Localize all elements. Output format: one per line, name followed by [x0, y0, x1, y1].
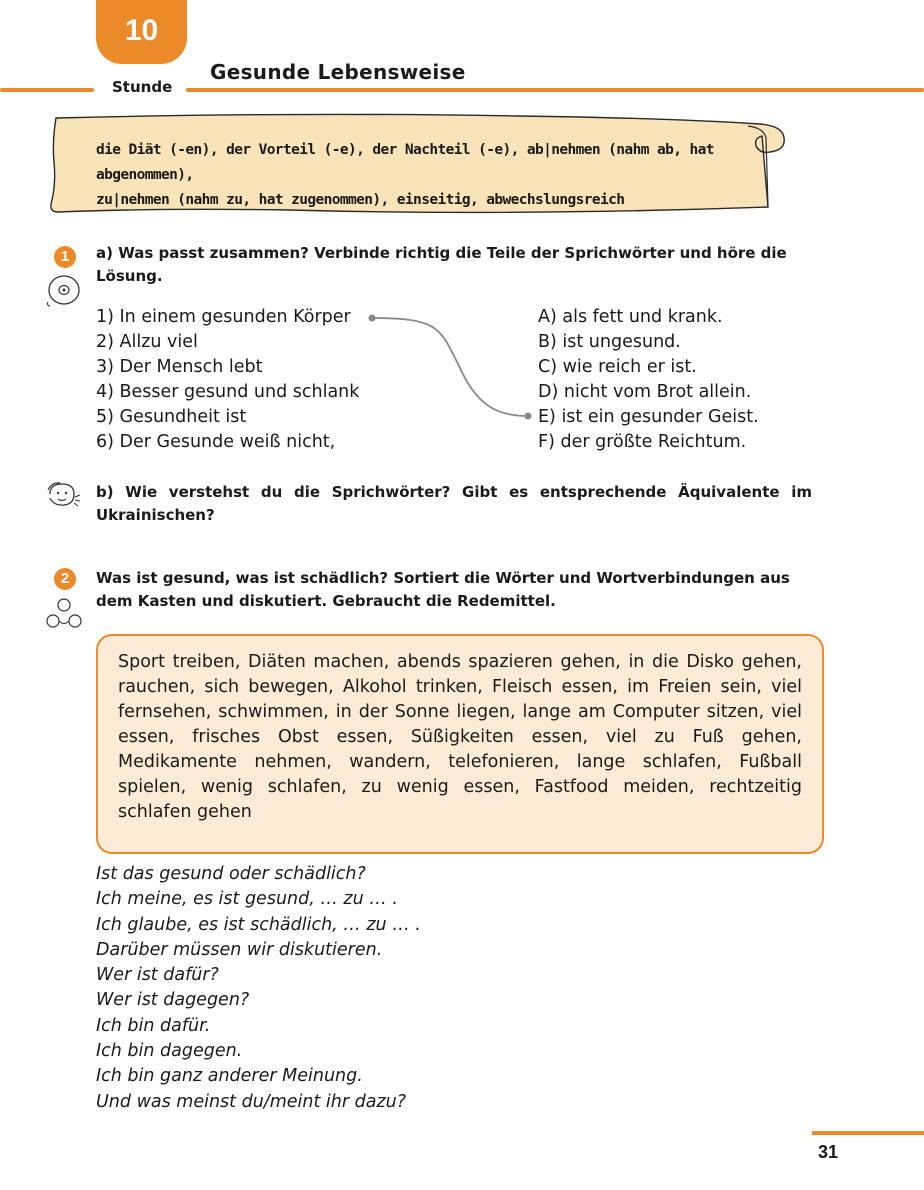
vocabulary-line-2: zu|nehmen (nahm zu, hat zugenommen), einseitig, abwechslungsreich — [96, 192, 625, 208]
proverb-right-a[interactable]: A) als fett und krank. — [538, 307, 723, 327]
phrase-8: Ich bin dagegen. — [96, 1041, 243, 1062]
proverb-left-1[interactable]: 1) In einem gesunden Körper — [96, 307, 351, 327]
proverb-left-2[interactable]: 2) Allzu viel — [96, 332, 198, 352]
phrase-2: Ich meine, es ist gesund, … zu … . — [96, 889, 398, 910]
proverb-left-6[interactable]: 6) Der Gesunde weiß nicht, — [96, 432, 336, 452]
phrase-3: Ich glaube, es ist schädlich, … zu … . — [96, 914, 421, 935]
lesson-label: Stunde — [112, 78, 173, 96]
proverb-left-parts — [96, 305, 359, 455]
proverb-right-parts — [538, 305, 759, 455]
task-1a-instruction — [96, 242, 812, 288]
task-1-number: 1 — [54, 246, 76, 268]
proverb-left-3[interactable]: 3) Der Mensch lebt — [96, 357, 263, 377]
task-1a-line-1: a) Was passt zusammen? Verbinde richtig die Teile der Sprichwörter und höre die — [96, 244, 787, 262]
task-1b-instruction — [96, 481, 812, 527]
proverb-right-f[interactable]: F) der größte Reichtum. — [538, 432, 747, 452]
audio-cd-icon — [44, 272, 84, 308]
phrase-9: Ich bin ganz anderer Meinung. — [96, 1066, 363, 1087]
task-1b-line-1: b) Wie verstehst du die Sprichwörter? Gibt es entsprechende Äquivalente im — [96, 483, 812, 501]
task-1a-line-2: Lösung. — [96, 267, 163, 285]
task-2-line-2: dem Kasten und diskutiert. Gebraucht die Redemittel. — [96, 592, 556, 610]
discussion-phrases — [96, 862, 421, 1115]
proverb-right-d[interactable]: D) nicht vom Brot allein. — [538, 382, 752, 402]
phrase-5: Wer ist dafür? — [96, 965, 219, 986]
page-number: 31 — [818, 1142, 839, 1162]
proverb-left-4[interactable]: 4) Besser gesund und schlank — [96, 382, 360, 402]
group-work-icon — [42, 596, 86, 632]
proverb-right-b[interactable]: B) ist ungesund. — [538, 332, 681, 352]
phrase-4: Darüber müssen wir diskutieren. — [96, 939, 383, 960]
phrase-6: Wer ist dagegen? — [96, 990, 250, 1011]
header-rule-left — [0, 88, 94, 92]
discussion-face-icon — [44, 480, 82, 510]
task-2-instruction — [96, 567, 812, 613]
header-rule-right — [186, 88, 924, 92]
proverb-right-c[interactable]: C) wie reich er ist. — [538, 357, 697, 377]
phrase-1: Ist das gesund oder schädlich? — [96, 864, 366, 884]
task-2-number: 2 — [54, 568, 76, 590]
word-box-text: Sport treiben, Diäten machen, abends spazieren gehen, in die Disko gehen, rauchen, sich bewegen, Alkohol trinken, Fleisch essen, im Freien sein, viel fernsehen, schwimmen, in der Sonne liegen, lange am Computer sitzen, viel essen, frisches Obst essen, Süßigkeiten essen, viel zu Fuß gehen, Medikamente nehmen, wandern, telefonieren, lange schlafen, Fußball spielen, wenig schlafen, zu wenig essen, Fastfood meiden, rechtzeitig schlafen gehen — [118, 652, 802, 822]
phrase-7: Ich bin dafür. — [96, 1015, 211, 1036]
phrase-10: Und was meinst du/meint ihr dazu? — [96, 1091, 406, 1112]
task-1b-line-2: Ukrainischen? — [96, 506, 215, 524]
proverb-left-5[interactable]: 5) Gesundheit ist — [96, 407, 247, 427]
proverb-right-e[interactable]: E) ist ein gesunder Geist. — [538, 407, 759, 427]
lesson-number-badge: 10 — [96, 0, 187, 64]
word-box — [96, 634, 824, 854]
vocabulary-line-1: die Diät (-en), der Vorteil (-e), der Nachteil (-e), ab|nehmen (nahm ab, hat abgenommen), — [96, 142, 714, 183]
page-title: Gesunde Lebensweise — [210, 60, 466, 84]
example-connection-line — [360, 308, 540, 428]
footer-rule — [812, 1131, 924, 1135]
task-2-line-1: Was ist gesund, was ist schädlich? Sortiert die Wörter und Wortverbindungen aus — [96, 569, 790, 587]
vocabulary-list — [96, 138, 776, 213]
